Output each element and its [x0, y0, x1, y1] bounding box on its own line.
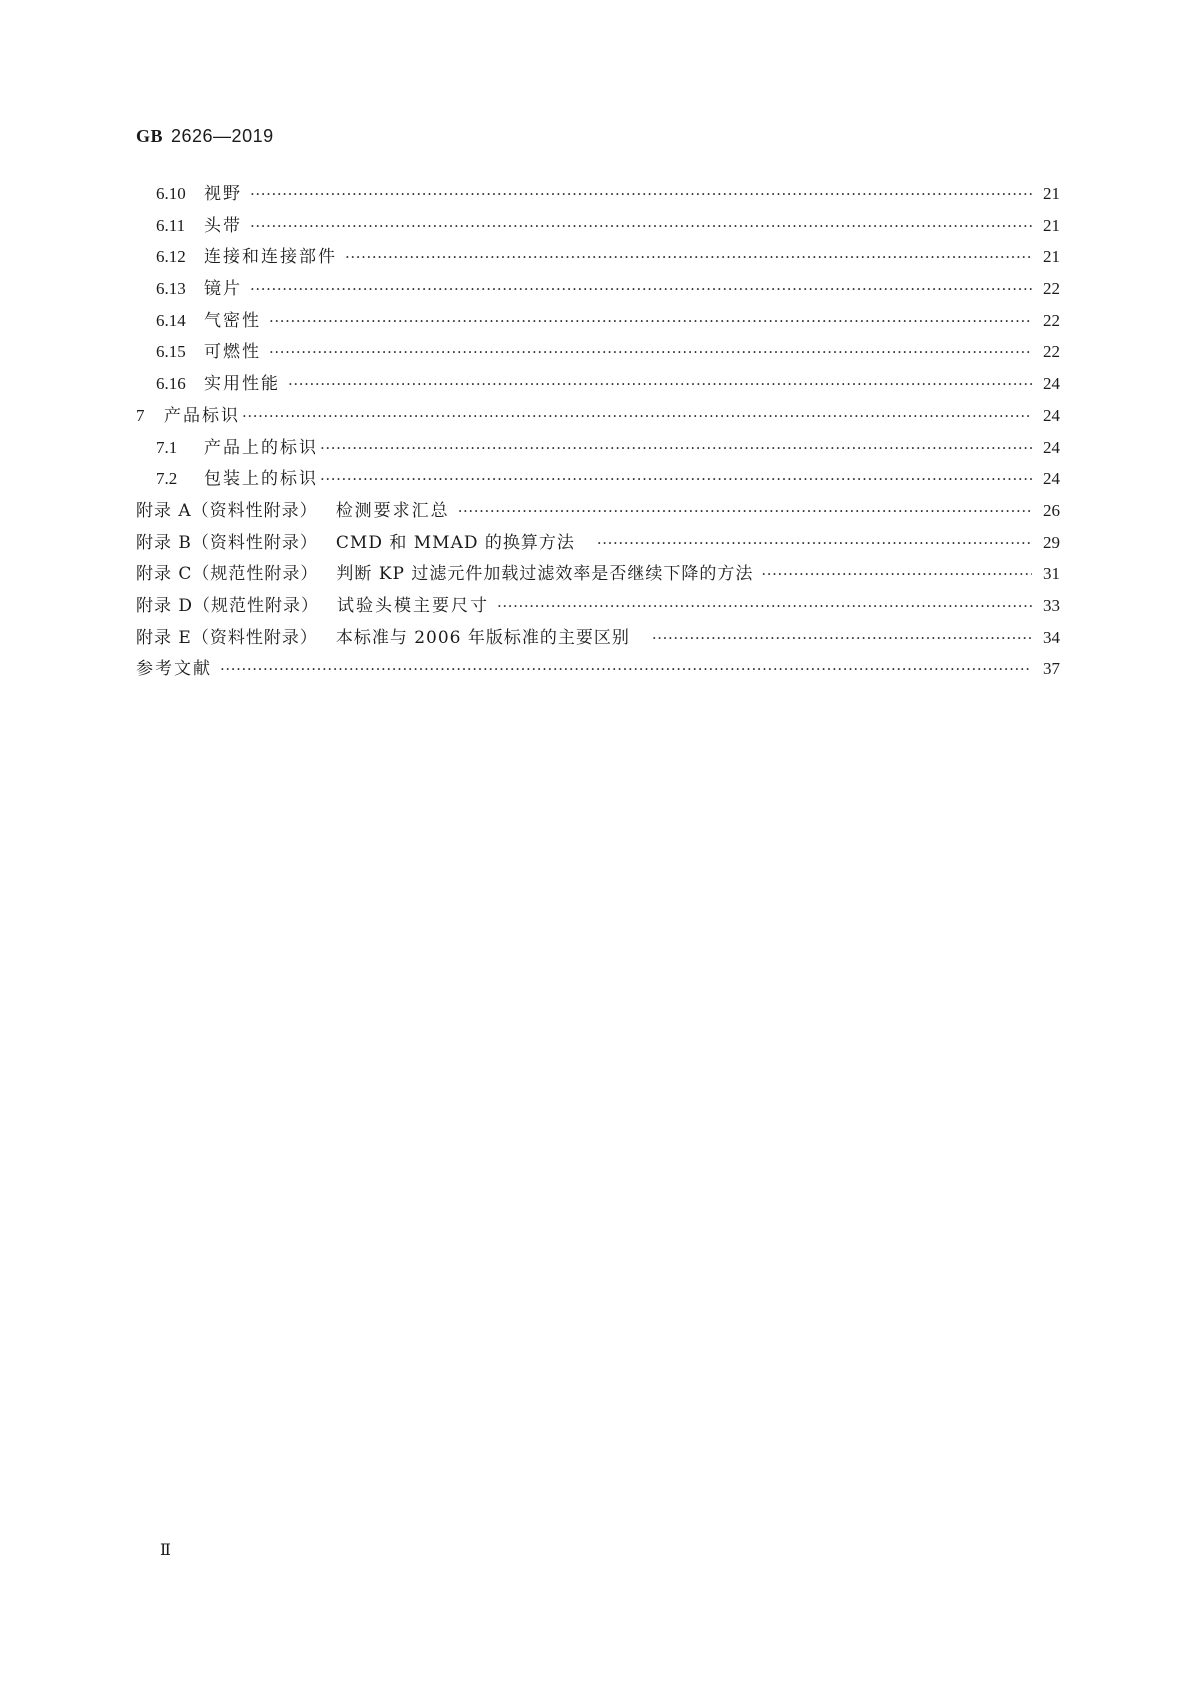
toc-entry-7-2[interactable]	[136, 463, 1060, 495]
toc-entry-appendix-c[interactable]	[136, 558, 1060, 590]
toc-leader-dots	[250, 179, 1032, 211]
toc-entry-number: 6.11	[156, 215, 186, 235]
toc-entry-page: 29	[1043, 532, 1060, 552]
toc-entry-title: 实用性能	[204, 374, 280, 395]
toc-entry-number: 6.10	[156, 184, 186, 203]
toc-entry-page: 37	[1043, 659, 1060, 679]
toc-leader-dots	[242, 401, 1032, 433]
toc-leader-dots	[250, 274, 1032, 306]
toc-entry-appendix-d[interactable]	[136, 590, 1060, 622]
toc-entry-title: 产品标识	[164, 405, 240, 426]
toc-entry-number: 6.13	[156, 279, 186, 299]
document-header	[136, 126, 274, 147]
toc-entry-number: 6.16	[156, 374, 186, 394]
toc-entry-page: 22	[1043, 342, 1060, 362]
toc-leader-dots	[220, 654, 1032, 686]
toc-appendix-label: 附录 C（规范性附录）	[136, 564, 319, 585]
toc-entry-6-13[interactable]	[136, 273, 1060, 305]
toc-entry-title: 镜片	[204, 279, 242, 300]
toc-entry-title: 产品上的标识	[204, 437, 318, 458]
toc-leader-dots	[652, 623, 1032, 655]
toc-entry-number: 7	[136, 405, 145, 425]
toc-entry-title: 参考文献	[136, 659, 212, 680]
toc-leader-dots	[345, 242, 1032, 274]
toc-entry-number: 7.2	[156, 469, 178, 489]
toc-entry-title: 连接和连接部件	[204, 247, 337, 268]
toc-entry-title: 可燃性	[204, 342, 261, 363]
toc-entry-page: 21	[1043, 247, 1060, 267]
toc-entry-6-11[interactable]	[136, 210, 1060, 242]
toc-entry-page: 31	[1043, 564, 1060, 584]
toc-appendix-label: 附录 D（规范性附录）	[136, 595, 320, 616]
toc-entry-page: 34	[1043, 627, 1060, 647]
toc-entry-page: 22	[1043, 310, 1060, 330]
toc-entry-title: 试验头模主要尺寸	[337, 595, 490, 616]
toc-entry-page: 24	[1043, 469, 1060, 489]
toc-entry-title: 检测要求汇总	[335, 500, 450, 521]
toc-entry-page: 24	[1043, 374, 1060, 394]
toc-leader-dots	[269, 337, 1032, 369]
toc-entry-appendix-b[interactable]	[136, 527, 1060, 559]
toc-leader-dots	[288, 369, 1032, 401]
standard-prefix: GB	[136, 126, 164, 146]
toc-leader-dots	[458, 496, 1032, 528]
toc-leader-dots	[320, 464, 1032, 496]
toc-appendix-label: 附录 B（资料性附录）	[136, 532, 318, 553]
toc-entry-page: 24	[1043, 405, 1060, 425]
toc-entry-7[interactable]	[136, 400, 1060, 432]
toc-entry-page: 33	[1043, 595, 1060, 615]
page-number: Ⅱ	[160, 1542, 171, 1559]
toc-entry-title: 视野	[204, 184, 242, 204]
toc-entry-page: 22	[1043, 279, 1060, 299]
toc-entry-6-14[interactable]	[136, 305, 1060, 337]
toc-leader-dots	[497, 591, 1032, 623]
toc-leader-dots	[597, 528, 1032, 560]
toc-entry-title: 判断 KP 过滤元件加载过滤效率是否继续下降的方法	[336, 564, 754, 585]
toc-entry-page: 21	[1043, 215, 1060, 235]
toc-entry-references[interactable]	[136, 653, 1060, 685]
table-of-contents	[136, 178, 1060, 685]
toc-leader-dots	[269, 306, 1032, 338]
toc-entry-title: 头带	[204, 215, 242, 236]
toc-leader-dots	[761, 559, 1032, 591]
toc-entry-number: 6.14	[156, 310, 186, 330]
toc-entry-6-12[interactable]	[136, 241, 1060, 273]
toc-entry-page: 21	[1043, 184, 1060, 203]
toc-entry-appendix-e[interactable]	[136, 622, 1060, 654]
standard-number: 2626—2019	[171, 126, 274, 146]
toc-entry-6-16[interactable]	[136, 368, 1060, 400]
toc-entry-number: 7.1	[156, 437, 178, 457]
toc-leader-dots	[320, 433, 1032, 465]
toc-appendix-label: 附录 E（资料性附录）	[136, 627, 318, 648]
toc-appendix-label: 附录 A（资料性附录）	[136, 500, 318, 521]
toc-entry-title: CMD 和 MMAD 的换算方法	[335, 532, 575, 553]
toc-entry-title: 气密性	[204, 310, 261, 331]
toc-entry-number: 6.12	[156, 247, 186, 267]
toc-entry-page: 26	[1043, 500, 1060, 520]
toc-entry-page: 24	[1043, 437, 1060, 457]
toc-entry-6-15[interactable]	[136, 336, 1060, 368]
toc-entry-6-10[interactable]	[136, 178, 1060, 210]
toc-entry-title: 包装上的标识	[204, 469, 318, 490]
toc-entry-number: 6.15	[156, 342, 186, 362]
toc-entry-appendix-a[interactable]	[136, 495, 1060, 527]
toc-entry-7-1[interactable]	[136, 432, 1060, 464]
toc-leader-dots	[250, 211, 1032, 243]
toc-entry-title: 本标准与 2006 年版标准的主要区别	[335, 627, 630, 648]
